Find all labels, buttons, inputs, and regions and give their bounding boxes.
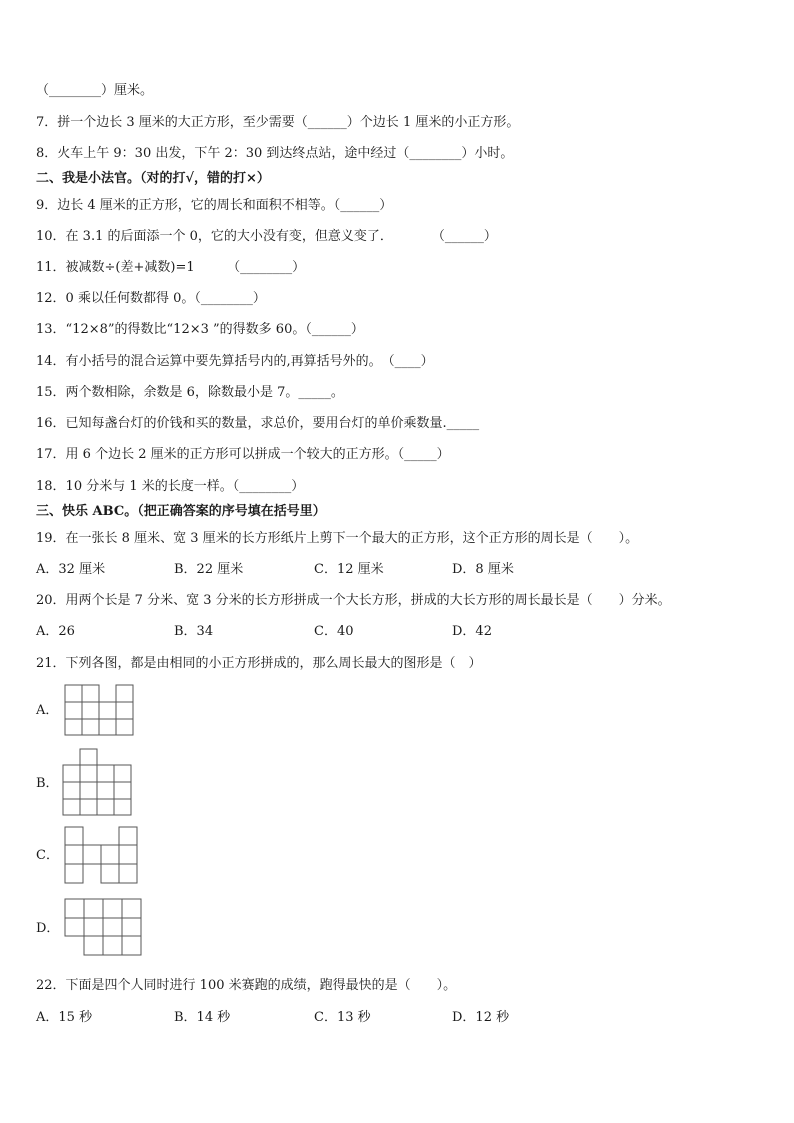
- q21-label-a: A．: [36, 703, 59, 718]
- q20-option-d: D．42: [452, 624, 492, 639]
- q20-option-b: B．34: [174, 624, 214, 639]
- question-21: 21．下列各图，都是由相同的小正方形拼成的，那么周长最大的图形是（ ）: [36, 656, 482, 671]
- question-7: 7．拼一个边长 3 厘米的大正方形，至少需要（______）个边长 1 厘米的小正方形。: [36, 115, 520, 130]
- question-18: 18．10 分米与 1 米的长度一样。（________）: [36, 479, 305, 494]
- q21-figure-a: [64, 684, 134, 736]
- q19-option-c: C．12 厘米: [314, 562, 384, 577]
- q19-option-a: A．32 厘米: [36, 562, 106, 577]
- question-13: 13．“12×8”的得数比“12×3 ”的得数多 60。（______）: [36, 322, 364, 337]
- q21-figure-b: [62, 748, 132, 816]
- q21-label-c: C．: [36, 848, 59, 863]
- q21-label-b: B．: [36, 776, 59, 791]
- q21-figure-c: [64, 826, 138, 884]
- question-8: 8．火车上午 9：30 出发，下午 2：30 到达终点站，途中经过（________）小时。: [36, 146, 514, 161]
- q19-option-b: B．22 厘米: [174, 562, 244, 577]
- q21-figure-d: [64, 898, 142, 956]
- question-10: 10．在 3.1 的后面添一个 0，它的大小没有变，但意义变了． （______）: [36, 229, 497, 244]
- question-17: 17．用 6 个边长 2 厘米的正方形可以拼成一个较大的正方形。（_____）: [36, 447, 450, 462]
- q19-option-d: D．8 厘米: [452, 562, 514, 577]
- q22-option-a: A．15 秒: [36, 1010, 93, 1025]
- q22-option-b: B．14 秒: [174, 1010, 231, 1025]
- q21-label-d: D．: [36, 921, 60, 936]
- question-19: 19．在一张长 8 厘米、宽 3 厘米的长方形纸片上剪下一个最大的正方形，这个正方形的周长是（ ）。: [36, 531, 639, 546]
- section-2-title: 二、我是小法官。（对的打√，错的打×）: [36, 171, 270, 186]
- question-12: 12．0 乘以任何数都得 0。（________）: [36, 291, 266, 306]
- section-3-title: 三、快乐 ABC。（把正确答案的序号填在括号里）: [36, 504, 326, 519]
- q20-option-c: C．40: [314, 624, 354, 639]
- question-9: 9．边长 4 厘米的正方形，它的周长和面积不相等。（______）: [36, 198, 393, 213]
- q20-option-a: A．26: [36, 624, 75, 639]
- question-11: 11．被减数÷(差+减数)=1 （________）: [36, 260, 306, 275]
- question-15: 15．两个数相除，余数是 6，除数最小是 7。_____。: [36, 385, 344, 400]
- q6-tail: （________）厘米。: [36, 83, 154, 98]
- q22-option-c: C．13 秒: [314, 1010, 371, 1025]
- question-20: 20．用两个长是 7 分米、宽 3 分米的长方形拼成一个大长方形，拼成的大长方形的周长最长是（ ）分米。: [36, 593, 671, 608]
- question-22: 22．下面是四个人同时进行 100 米赛跑的成绩，跑得最快的是（ ）。: [36, 978, 457, 993]
- question-16: 16．已知每盏台灯的价钱和买的数量，求总价，要用台灯的单价乘数量._____: [36, 416, 480, 431]
- question-14: 14．有小括号的混合运算中要先算括号内的,再算括号外的。 （____）: [36, 354, 434, 369]
- q22-option-d: D．12 秒: [452, 1010, 510, 1025]
